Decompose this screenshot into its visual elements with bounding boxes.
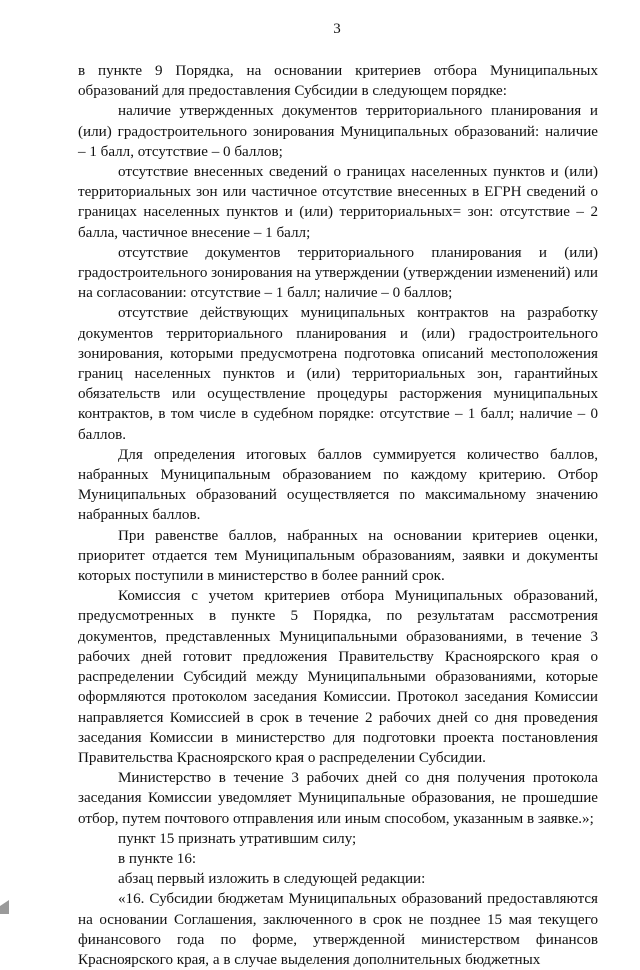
- paragraph: пункт 15 признать утратившим силу;: [118, 830, 357, 847]
- paragraph: «16. Субсидии бюджетам Муниципальных образований предоставляются на основании Соглашения, заключенного в срок не позднее 15 мая текущего финансового года по форме, утвержденной министерством финансов Красноярского края, а в случае выделения дополнительных бюджетных: [78, 891, 598, 968]
- paragraph: отсутствие документов территориального планирования и (или) градостроительного зонирования на утверждении (утверждении изменений) или на согласовании: отсутствие – 1 балл; наличие – 0 баллов;: [78, 244, 598, 302]
- scan-corner-mark: [0, 900, 10, 914]
- page-number: 3: [333, 21, 341, 37]
- paragraph: отсутствие внесенных сведений о границах населенных пунктов и (или) территориальных зон или частичное отсутствие внесенных в ЕГРН сведений о границах населенных пунктов и (или) территориальных= зон: отсутствие – 2 балла, частичное внесение – 1 балл;: [78, 164, 598, 241]
- document-body: [78, 61, 598, 970]
- paragraph: Комиссия с учетом критериев отбора Муниципальных образований, предусмотренных в пункте 5 Порядка, по результатам рассмотрения документов, представленных Муниципальными образованиями, в течение 3 рабочих дней готовит предложения Правительству Красноярского края о распределении Субсидий между Муниципальными образованиями, которые оформляются протоколом заседания Комиссии. Протокол заседания Комиссии направляется Комиссией в срок в течение 2 рабочих дней со дня проведения заседания Комиссии в министерство для подготовки проекта постановления Правительства Красноярского края о распределении Субсидии.: [78, 588, 598, 766]
- paragraph: При равенстве баллов, набранных на основании критериев оценки, приоритет отдается тем Муниципальным образованиям, заявки и документы которых поступили в министерство в более ранний срок.: [78, 527, 598, 585]
- paragraph: в пункте 9 Порядка, на основании критериев отбора Муниципальных образований для предоставления Субсидии в следующем порядке:: [78, 63, 598, 100]
- paragraph: Министерство в течение 3 рабочих дней со дня получения протокола заседания Комиссии уведомляет Муниципальные образования, не прошедшие отбор, путем почтового отправления или иным способом, указанным в заявке.»;: [78, 770, 598, 827]
- paragraph: наличие утвержденных документов территориального планирования и (или) градостроительного зонирования Муниципальных образований: наличие – 1 балл, отсутствие – 0 баллов;: [78, 103, 598, 160]
- paragraph: отсутствие действующих муниципальных контрактов на разработку документов территориального планирования и (или) градостроительного зонирования, которыми предусмотрена подготовка описаний местоположения границ населенных пунктов и (или) территориальных зон, гарантийных обязательств или осуществление процедуры расторжения муниципальных контрактов, в том числе в судебном порядке: отсутствие – 1 балл; наличие – 0 баллов.: [78, 305, 598, 443]
- paragraph: Для определения итоговых баллов суммируется количество баллов, набранных Муниципальным образованием по каждому критерию. Отбор Муниципальных образований осуществляется по максимальному значению набранных баллов.: [78, 446, 598, 524]
- paragraph: абзац первый изложить в следующей редакции:: [118, 871, 426, 888]
- paragraph: в пункте 16:: [118, 850, 197, 867]
